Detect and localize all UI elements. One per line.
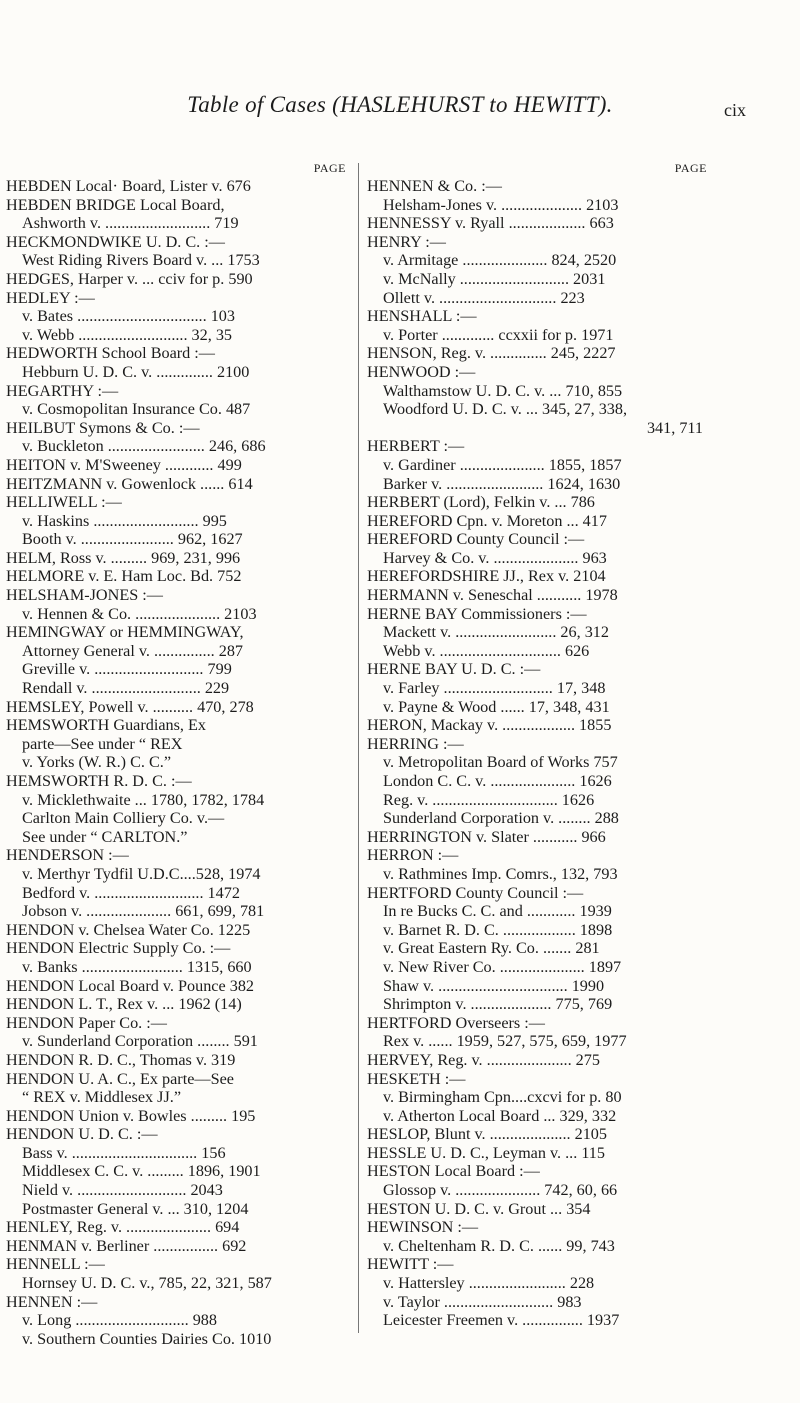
case-heading: HEITZMANN v. Gowenlock ...... 614 [6,474,253,493]
case-heading: HERRING :— [367,734,464,753]
case-entry: “ REX v. Middlesex JJ.” [22,1088,182,1107]
case-entry: Mackett v. ......................... 26, 312 [383,623,609,642]
case-entry: Bass v. ............................... 156 [22,1143,226,1162]
case-entry: Webb v. .............................. 626 [383,641,590,660]
page-header [0,88,800,132]
case-heading: HEREFORD Cpn. v. Moreton ... 417 [367,511,607,530]
case-heading: HENNELL :— [6,1255,105,1274]
case-heading: HEBDEN Local· Board, Lister v. 676 [6,177,251,195]
case-heading: HEWITT :— [367,1255,454,1274]
case-entry: v. Armitage ..................... 824, 2520 [383,251,617,270]
case-entry: West Riding Rivers Board v. ... 1753 [22,251,260,270]
case-entry: parte—See under “ REX [22,734,183,753]
case-heading: HEGARTHY :— [6,381,119,400]
page-column-label: PAGE [313,161,346,175]
case-heading: HEMSWORTH R. D. C. :— [6,772,192,790]
case-heading: HERBERT :— [367,437,465,456]
case-entry: 341, 711 [646,418,703,437]
right-entries [367,177,707,1330]
column-divider [358,163,359,1333]
case-entry: v. McNally ........................... 2031 [383,269,606,288]
page-number: cix [724,100,746,120]
case-heading: HERVEY, Reg. v. ..................... 275 [367,1050,600,1069]
case-entry: Helsham-Jones v. .................... 2103 [383,195,619,214]
left-entries [6,177,346,1348]
case-entry: Harvey & Co. v. ..................... 963 [383,548,607,567]
case-entry: v. Merthyr Tydfil U.D.C....528, 1974 [22,864,261,883]
case-entry: v. Birmingham Cpn....cxcvi for p. 80 [383,1088,622,1107]
case-entry: v. Haskins .......................... 995 [22,511,227,530]
case-entry: Walthamstow U. D. C. v. ... 710, 855 [383,381,623,400]
case-entry: Bedford v. ........................... 1472 [22,883,240,902]
case-entry: Shaw v. ................................ 1990 [383,976,605,995]
case-entry: Attorney General v. ............... 287 [22,641,244,660]
case-entry: London C. C. v. ..................... 1626 [383,772,612,790]
case-heading: HEBDEN BRIDGE Local Board, [6,195,225,214]
case-heading: HENDON Local Board v. Pounce 382 [6,976,255,995]
case-heading: HENMAN v. Berliner ................ 692 [6,1236,247,1255]
case-heading: HEMSWORTH Guardians, Ex [6,716,206,735]
case-heading: HESKETH :— [367,1069,466,1088]
case-heading: HENSON, Reg. v. .............. 245, 2227 [367,344,616,363]
case-heading: HEDGES, Harper v. ... cciv for p. 590 [6,269,253,288]
case-heading: HENLEY, Reg. v. ..................... 694 [6,1218,240,1237]
case-heading: HEWINSON :— [367,1218,479,1237]
case-entry: Reg. v. ............................... 1626 [383,790,595,809]
case-heading: HENDON Electric Supply Co. :— [6,939,231,958]
case-entry: v. Banks ......................... 1315, 660 [22,957,252,976]
case-heading: HENRY :— [367,232,446,251]
case-heading: HENNESSY v. Ryall ................... 663 [367,214,614,233]
case-entry: v. Bates ................................ 103 [22,307,235,326]
case-entry: v. Yorks (W. R.) C. C.” [22,753,172,772]
case-heading: HENNEN :— [6,1292,98,1311]
case-entry: v. Porter ............. ccxxii for p. 1971 [383,325,614,344]
case-heading: HENDON R. D. C., Thomas v. 319 [6,1050,236,1069]
case-entry: v. Southern Counties Dairies Co. 1010 [22,1329,272,1348]
case-entry: v. Metropolitan Board of Works 757 [383,753,618,772]
case-entry: Hebburn U. D. C. v. .............. 2100 [22,362,250,381]
case-entry: Nield v. ........................... 2043 [22,1181,223,1200]
case-entry: v. Farley ........................... 17, 348 [383,679,606,698]
case-heading: HENDON Union v. Bowles ......... 195 [6,1106,256,1125]
case-entry: v. Hattersley ........................ 228 [383,1274,595,1293]
case-entry: Sunderland Corporation v. ........ 288 [383,809,619,828]
case-heading: HEITON v. M'Sweeney ............ 499 [6,455,242,474]
case-entry: Woodford U. D. C. v. ... 345, 27, 338, [383,400,628,419]
case-heading: HEDWORTH School Board :— [6,344,215,363]
case-entry: Jobson v. ..................... 661, 699, 781 [22,902,265,921]
case-entry: v. Rathmines Imp. Comrs., 132, 793 [383,864,618,883]
case-heading: HERNE BAY U. D. C. :— [367,660,541,679]
case-entry: Carlton Main Colliery Co. v.— [22,809,225,828]
case-heading: HERON, Mackay v. .................. 1855 [367,716,612,735]
case-heading: HESLOP, Blunt v. .................... 2105 [367,1125,607,1144]
case-heading: HENDON L. T., Rex v. ... 1962 (14) [6,995,242,1014]
case-entry: Barker v. ........................ 1624, 1630 [383,474,621,493]
case-entry: Booth v. ....................... 962, 1627 [22,530,243,549]
case-heading: HERBERT (Lord), Felkin v. ... 786 [367,493,595,512]
case-heading: HENSHALL :— [367,307,477,326]
case-heading: HEILBUT Symons & Co. :— [6,418,200,437]
case-entry: v. Atherton Local Board ... 329, 332 [383,1106,617,1125]
case-heading: HENNEN & Co. :— [367,177,502,195]
case-heading: HESSLE U. D. C., Leyman v. ... 115 [367,1143,605,1162]
case-entry: v. Payne & Wood ...... 17, 348, 431 [383,697,610,716]
case-entry: v. Long ............................ 988 [22,1311,217,1330]
case-heading: HELM, Ross v. ......... 969, 231, 996 [6,548,241,567]
case-entry: Hornsey U. D. C. v., 785, 22, 321, 587 [22,1274,272,1293]
case-heading: HEMSLEY, Powell v. .......... 470, 278 [6,697,254,716]
page-column-label: PAGE [674,161,707,175]
case-entry: Greville v. ........................... 799 [22,660,232,679]
case-heading: HERTFORD County Council :— [367,883,584,902]
case-entry: v. Webb ........................... 32, 35 [22,325,233,344]
right-column [367,160,707,1330]
case-entry: v. Barnet R. D. C. .................. 1898 [383,920,613,939]
case-heading: HELSHAM-JONES :— [6,586,163,605]
case-entry: v. Gardiner ..................... 1855, 1857 [383,455,622,474]
case-entry: Shrimpton v. .................... 775, 769 [383,995,613,1014]
case-heading: HERRON :— [367,846,459,865]
case-entry: Rex v. ...... 1959, 527, 575, 659, 1977 [383,1032,627,1051]
case-entry: Ashworth v. .......................... 719 [22,214,239,233]
case-heading: HEREFORD County Council :— [367,530,585,549]
case-entry: v. Cheltenham R. D. C. ...... 99, 743 [383,1236,615,1255]
case-heading: HECKMONDWIKE U. D. C. :— [6,232,225,251]
case-heading: HENDON U. A. C., Ex parte—See [6,1069,234,1088]
case-heading: HERNE BAY Commissioners :— [367,604,587,623]
case-heading: HENWOOD :— [367,362,476,381]
case-heading: HERTFORD Overseers :— [367,1013,545,1032]
case-heading: HENDON U. D. C. :— [6,1125,158,1144]
page-title: Table of Cases (HASLEHURST to HEWITT). [187,92,613,117]
case-entry: v. Micklethwaite ... 1780, 1782, 1784 [22,790,265,809]
case-entry: v. Sunderland Corporation ........ 591 [22,1032,258,1051]
case-entry: Rendall v. ........................... 229 [22,679,230,698]
case-entry: v. Cosmopolitan Insurance Co. 487 [22,400,251,419]
case-heading: HEREFORDSHIRE JJ., Rex v. 2104 [367,567,606,586]
case-entry: Postmaster General v. ... 310, 1204 [22,1199,249,1218]
case-heading: HESTON U. D. C. v. Grout ... 354 [367,1199,591,1218]
case-entry: v. Hennen & Co. ..................... 2103 [22,604,257,623]
case-heading: HENDON v. Chelsea Water Co. 1225 [6,920,251,939]
case-entry: v. Taylor ........................... 983 [383,1292,582,1311]
case-heading: HELLIWELL :— [6,493,122,512]
case-entry: See under “ CARLTON.” [22,827,188,846]
case-entry: Glossop v. ..................... 742, 60, 66 [383,1181,618,1200]
case-entry: Middlesex C. C. v. ......... 1896, 1901 [22,1162,261,1181]
case-entry: v. Great Eastern Ry. Co. ....... 281 [383,939,600,958]
case-heading: HELMORE v. E. Ham Loc. Bd. 752 [6,567,242,586]
case-heading: HEMINGWAY or HEMMINGWAY, [6,623,244,642]
case-heading: HENDERSON :— [6,846,129,865]
case-heading: HENDON Paper Co. :— [6,1013,167,1032]
case-heading: HESTON Local Board :— [367,1162,540,1181]
case-heading: HERMANN v. Seneschal ........... 1978 [367,586,618,605]
case-heading: HEDLEY :— [6,288,95,307]
case-entry: Ollett v. ............................. 223 [383,288,585,307]
case-entry: Leicester Freemen v. ............... 1937 [383,1311,620,1330]
left-column [6,160,346,1348]
case-heading: HERRINGTON v. Slater ........... 966 [367,827,606,846]
case-entry: In re Bucks C. C. and ............ 1939 [383,902,612,921]
case-entry: v. New River Co. ..................... 1897 [383,957,622,976]
case-entry: v. Buckleton ........................ 246, 686 [22,437,266,456]
